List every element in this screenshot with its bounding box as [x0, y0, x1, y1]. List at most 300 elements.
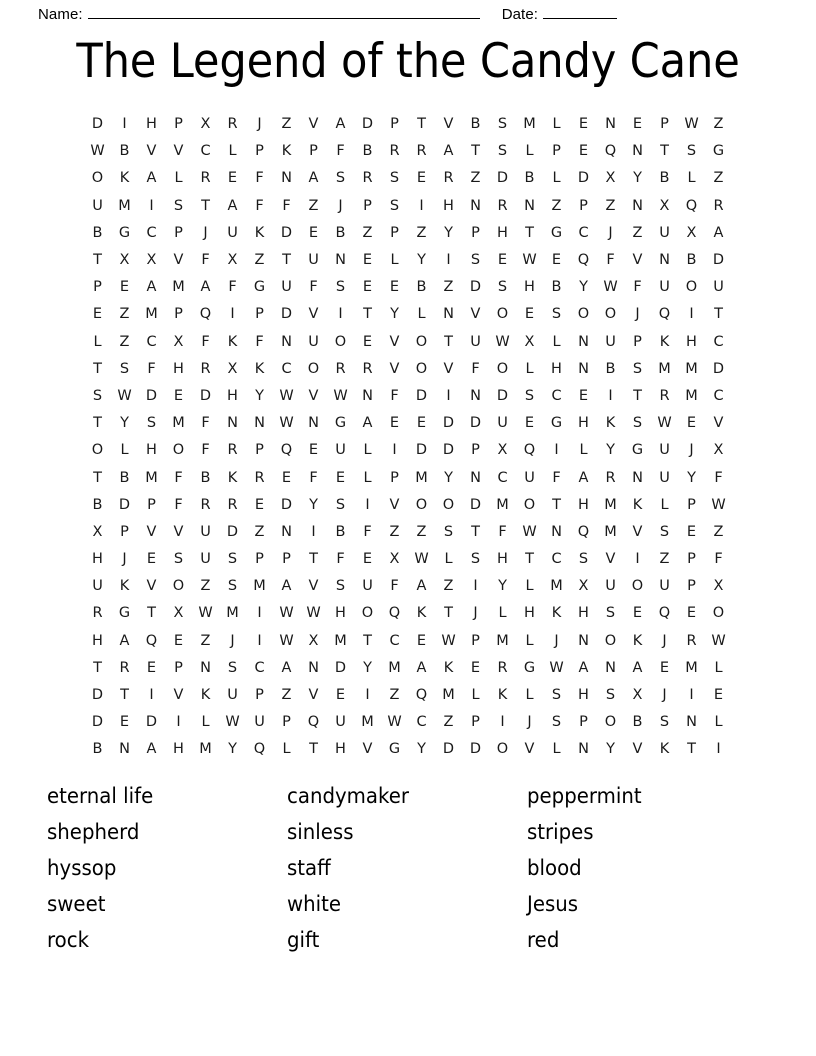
grid-cell[interactable]: H	[335, 605, 346, 622]
grid-cell[interactable]: C	[281, 360, 292, 377]
grid-cell[interactable]: C	[254, 659, 265, 676]
grid-cell[interactable]: W	[279, 387, 294, 404]
grid-cell[interactable]: I	[122, 116, 127, 133]
grid-cell[interactable]: T	[714, 306, 723, 323]
grid-cell[interactable]: M	[226, 605, 239, 622]
grid-cell[interactable]: Y	[606, 442, 615, 459]
grid-cell[interactable]: U	[92, 197, 103, 214]
grid-cell[interactable]: Y	[228, 741, 237, 758]
grid-cell[interactable]: T	[309, 741, 318, 758]
grid-cell[interactable]: O	[334, 333, 347, 350]
grid-cell[interactable]: V	[389, 496, 400, 513]
grid-cell[interactable]: P	[255, 442, 264, 459]
grid-cell[interactable]: A	[146, 170, 157, 187]
grid-cell[interactable]: E	[308, 442, 319, 459]
grid-cell[interactable]: O	[496, 360, 509, 377]
word-list-item[interactable]: sweet	[47, 892, 106, 916]
grid-cell[interactable]: W	[333, 387, 348, 404]
grid-cell[interactable]: R	[389, 143, 400, 160]
grid-cell[interactable]: S	[632, 415, 643, 432]
grid-cell[interactable]: Z	[713, 523, 724, 540]
word-list-item[interactable]: rock	[47, 928, 90, 952]
grid-cell[interactable]: I	[716, 741, 721, 758]
grid-cell[interactable]: E	[146, 551, 157, 568]
grid-cell[interactable]: G	[253, 279, 266, 296]
grid-cell[interactable]: K	[632, 632, 643, 649]
grid-cell[interactable]: W	[198, 605, 213, 622]
grid-cell[interactable]: P	[174, 224, 183, 241]
grid-cell[interactable]: H	[578, 605, 589, 622]
grid-cell[interactable]: A	[578, 659, 589, 676]
grid-cell[interactable]: L	[714, 659, 723, 676]
grid-cell[interactable]: L	[552, 333, 561, 350]
grid-cell[interactable]: L	[687, 170, 696, 187]
grid-cell[interactable]: L	[390, 252, 399, 269]
grid-cell[interactable]: R	[200, 496, 211, 513]
grid-cell[interactable]: Z	[605, 197, 616, 214]
grid-cell[interactable]: E	[686, 605, 697, 622]
grid-cell[interactable]: I	[635, 551, 640, 568]
grid-cell[interactable]: Z	[416, 224, 427, 241]
grid-cell[interactable]: T	[471, 523, 480, 540]
grid-cell[interactable]: U	[659, 279, 670, 296]
grid-cell[interactable]: Z	[200, 632, 211, 649]
grid-cell[interactable]: A	[227, 197, 238, 214]
grid-cell[interactable]: I	[365, 687, 370, 704]
grid-cell[interactable]: X	[713, 578, 724, 595]
grid-cell[interactable]: N	[605, 116, 616, 133]
grid-cell[interactable]: Q	[523, 442, 536, 459]
grid-cell[interactable]: N	[443, 306, 454, 323]
grid-cell[interactable]: P	[255, 551, 264, 568]
grid-cell[interactable]: J	[203, 224, 208, 241]
grid-cell[interactable]: T	[471, 143, 480, 160]
grid-cell[interactable]: F	[309, 469, 318, 486]
grid-cell[interactable]: D	[712, 360, 725, 377]
grid-cell[interactable]: P	[633, 333, 642, 350]
grid-cell[interactable]: D	[91, 687, 104, 704]
grid-cell[interactable]: R	[92, 605, 103, 622]
grid-cell[interactable]: L	[93, 333, 102, 350]
grid-cell[interactable]: A	[443, 143, 454, 160]
grid-cell[interactable]: V	[173, 252, 184, 269]
grid-cell[interactable]: I	[149, 197, 154, 214]
grid-cell[interactable]: S	[497, 143, 508, 160]
grid-cell[interactable]: A	[281, 659, 292, 676]
grid-cell[interactable]: W	[279, 632, 294, 649]
grid-cell[interactable]: V	[632, 741, 643, 758]
grid-cell[interactable]: D	[442, 741, 455, 758]
grid-cell[interactable]: Y	[255, 387, 264, 404]
grid-cell[interactable]: O	[604, 714, 617, 731]
grid-cell[interactable]: V	[632, 523, 643, 540]
grid-cell[interactable]: M	[415, 469, 428, 486]
grid-cell[interactable]: F	[174, 469, 183, 486]
grid-cell[interactable]: L	[498, 605, 507, 622]
grid-cell[interactable]: F	[498, 523, 507, 540]
grid-cell[interactable]: X	[200, 116, 211, 133]
grid-cell[interactable]: D	[145, 387, 158, 404]
grid-cell[interactable]: U	[659, 578, 670, 595]
grid-cell[interactable]: S	[551, 687, 562, 704]
grid-cell[interactable]: L	[444, 551, 453, 568]
grid-cell[interactable]: E	[686, 415, 697, 432]
grid-cell[interactable]: E	[578, 116, 589, 133]
grid-cell[interactable]: M	[496, 496, 509, 513]
grid-cell[interactable]: Y	[120, 415, 129, 432]
grid-cell[interactable]: D	[415, 387, 428, 404]
grid-cell[interactable]: D	[199, 387, 212, 404]
grid-cell[interactable]: F	[390, 387, 399, 404]
grid-cell[interactable]: Q	[145, 632, 158, 649]
grid-cell[interactable]: F	[471, 360, 480, 377]
grid-cell[interactable]: Q	[604, 143, 617, 160]
grid-cell[interactable]: L	[525, 143, 534, 160]
grid-cell[interactable]: K	[632, 496, 643, 513]
grid-cell[interactable]: M	[604, 496, 617, 513]
grid-cell[interactable]: Y	[633, 170, 642, 187]
grid-cell[interactable]: V	[173, 523, 184, 540]
grid-cell[interactable]: J	[635, 306, 640, 323]
grid-cell[interactable]: Z	[470, 170, 481, 187]
grid-cell[interactable]: L	[282, 741, 291, 758]
grid-cell[interactable]: O	[91, 442, 104, 459]
grid-cell[interactable]: Z	[254, 523, 265, 540]
grid-cell[interactable]: B	[335, 224, 346, 241]
grid-cell[interactable]: C	[551, 387, 562, 404]
grid-cell[interactable]: R	[362, 360, 373, 377]
grid-cell[interactable]: O	[523, 496, 536, 513]
grid-cell[interactable]: P	[147, 496, 156, 513]
grid-cell[interactable]: F	[336, 551, 345, 568]
grid-cell[interactable]: B	[119, 143, 130, 160]
grid-cell[interactable]: I	[689, 687, 694, 704]
grid-cell[interactable]: O	[172, 442, 185, 459]
grid-cell[interactable]: C	[578, 224, 589, 241]
grid-cell[interactable]: N	[578, 632, 589, 649]
grid-cell[interactable]: L	[552, 170, 561, 187]
grid-cell[interactable]: X	[227, 252, 238, 269]
grid-cell[interactable]: C	[497, 469, 508, 486]
grid-cell[interactable]: R	[416, 143, 427, 160]
grid-cell[interactable]: E	[524, 415, 535, 432]
grid-cell[interactable]: N	[281, 523, 292, 540]
word-list-item[interactable]: candymaker	[287, 784, 409, 808]
grid-cell[interactable]: U	[200, 551, 211, 568]
grid-cell[interactable]: J	[662, 632, 667, 649]
grid-cell[interactable]: U	[254, 714, 265, 731]
grid-cell[interactable]: N	[470, 469, 481, 486]
grid-cell[interactable]: H	[173, 741, 184, 758]
grid-cell[interactable]: G	[388, 741, 401, 758]
grid-cell[interactable]: G	[631, 442, 644, 459]
grid-cell[interactable]: Q	[199, 306, 212, 323]
grid-cell[interactable]: M	[658, 360, 671, 377]
grid-cell[interactable]: S	[335, 496, 346, 513]
grid-cell[interactable]: I	[392, 442, 397, 459]
grid-cell[interactable]: D	[280, 496, 293, 513]
grid-cell[interactable]: E	[335, 469, 346, 486]
grid-cell[interactable]: T	[444, 605, 453, 622]
grid-cell[interactable]: K	[254, 224, 265, 241]
grid-cell[interactable]: F	[255, 170, 264, 187]
grid-cell[interactable]: C	[713, 387, 724, 404]
grid-cell[interactable]: T	[201, 197, 210, 214]
grid-cell[interactable]: H	[497, 551, 508, 568]
grid-cell[interactable]: D	[577, 170, 590, 187]
grid-cell[interactable]: S	[497, 279, 508, 296]
grid-cell[interactable]: D	[469, 279, 482, 296]
grid-cell[interactable]: F	[228, 279, 237, 296]
grid-cell[interactable]: N	[605, 659, 616, 676]
grid-cell[interactable]: U	[362, 578, 373, 595]
grid-cell[interactable]: I	[446, 387, 451, 404]
grid-cell[interactable]: T	[417, 116, 426, 133]
grid-cell[interactable]: S	[227, 659, 238, 676]
grid-cell[interactable]: V	[308, 116, 319, 133]
grid-cell[interactable]: V	[713, 415, 724, 432]
grid-cell[interactable]: W	[657, 415, 672, 432]
grid-cell[interactable]: N	[578, 360, 589, 377]
grid-cell[interactable]: N	[632, 143, 643, 160]
grid-cell[interactable]: N	[281, 170, 292, 187]
grid-cell[interactable]: M	[253, 578, 266, 595]
grid-cell[interactable]: N	[524, 197, 535, 214]
grid-cell[interactable]: A	[632, 659, 643, 676]
grid-cell[interactable]: Q	[307, 714, 320, 731]
grid-cell[interactable]: E	[362, 252, 373, 269]
grid-cell[interactable]: R	[200, 170, 211, 187]
grid-cell[interactable]: D	[226, 523, 239, 540]
grid-cell[interactable]: K	[497, 687, 508, 704]
grid-cell[interactable]: Z	[632, 224, 643, 241]
grid-cell[interactable]: O	[604, 306, 617, 323]
grid-cell[interactable]: S	[335, 170, 346, 187]
grid-cell[interactable]: S	[605, 687, 616, 704]
grid-cell[interactable]: I	[176, 714, 181, 731]
grid-cell[interactable]: P	[579, 714, 588, 731]
grid-cell[interactable]: E	[416, 632, 427, 649]
grid-cell[interactable]: J	[608, 224, 613, 241]
grid-cell[interactable]: X	[686, 224, 697, 241]
grid-cell[interactable]: I	[689, 306, 694, 323]
grid-cell[interactable]: Z	[443, 279, 454, 296]
grid-cell[interactable]: E	[416, 170, 427, 187]
grid-cell[interactable]: P	[579, 197, 588, 214]
grid-cell[interactable]: T	[363, 632, 372, 649]
grid-cell[interactable]: U	[227, 687, 238, 704]
grid-cell[interactable]: D	[145, 714, 158, 731]
grid-cell[interactable]: O	[442, 496, 455, 513]
grid-cell[interactable]: U	[281, 279, 292, 296]
grid-cell[interactable]: S	[389, 197, 400, 214]
grid-cell[interactable]: S	[470, 252, 481, 269]
grid-cell[interactable]: M	[199, 741, 212, 758]
grid-cell[interactable]: S	[92, 387, 103, 404]
grid-cell[interactable]: L	[579, 442, 588, 459]
grid-cell[interactable]: P	[174, 306, 183, 323]
grid-cell[interactable]: P	[471, 714, 480, 731]
grid-cell[interactable]: I	[500, 714, 505, 731]
grid-cell[interactable]: T	[309, 551, 318, 568]
grid-cell[interactable]: P	[282, 551, 291, 568]
grid-cell[interactable]: P	[93, 279, 102, 296]
grid-cell[interactable]: W	[441, 632, 456, 649]
name-write-line[interactable]	[88, 6, 480, 19]
grid-cell[interactable]: Q	[577, 252, 590, 269]
grid-cell[interactable]: H	[92, 632, 103, 649]
grid-cell[interactable]: N	[632, 197, 643, 214]
grid-cell[interactable]: D	[280, 306, 293, 323]
grid-cell[interactable]: C	[551, 551, 562, 568]
grid-cell[interactable]: F	[147, 360, 156, 377]
grid-cell[interactable]: B	[92, 224, 103, 241]
grid-cell[interactable]: C	[713, 333, 724, 350]
grid-cell[interactable]: F	[201, 333, 210, 350]
grid-cell[interactable]: U	[659, 224, 670, 241]
grid-cell[interactable]: N	[308, 415, 319, 432]
grid-cell[interactable]: E	[173, 387, 184, 404]
grid-cell[interactable]: O	[631, 578, 644, 595]
grid-cell[interactable]: D	[91, 116, 104, 133]
grid-cell[interactable]: Z	[551, 197, 562, 214]
grid-cell[interactable]: W	[603, 279, 618, 296]
grid-cell[interactable]: X	[659, 197, 670, 214]
grid-cell[interactable]: M	[685, 659, 698, 676]
grid-cell[interactable]: A	[308, 170, 319, 187]
grid-cell[interactable]: B	[524, 170, 535, 187]
grid-cell[interactable]: R	[362, 170, 373, 187]
grid-cell[interactable]: L	[660, 496, 669, 513]
grid-cell[interactable]: X	[308, 632, 319, 649]
grid-cell[interactable]: Z	[281, 687, 292, 704]
grid-cell[interactable]: F	[552, 469, 561, 486]
grid-cell[interactable]: S	[443, 523, 454, 540]
grid-cell[interactable]: N	[470, 197, 481, 214]
grid-cell[interactable]: W	[684, 116, 699, 133]
grid-cell[interactable]: O	[496, 741, 509, 758]
grid-cell[interactable]: L	[363, 469, 372, 486]
grid-cell[interactable]: M	[334, 632, 347, 649]
grid-cell[interactable]: Y	[417, 252, 426, 269]
grid-cell[interactable]: F	[174, 496, 183, 513]
grid-cell[interactable]: W	[522, 523, 537, 540]
grid-cell[interactable]: H	[524, 605, 535, 622]
grid-cell[interactable]: M	[145, 306, 158, 323]
grid-cell[interactable]: N	[119, 741, 130, 758]
grid-cell[interactable]: Q	[685, 197, 698, 214]
grid-cell[interactable]: Z	[254, 252, 265, 269]
grid-cell[interactable]: P	[687, 551, 696, 568]
grid-cell[interactable]: Q	[253, 741, 266, 758]
grid-cell[interactable]: X	[92, 523, 103, 540]
grid-cell[interactable]: S	[335, 279, 346, 296]
grid-cell[interactable]: E	[119, 279, 130, 296]
grid-cell[interactable]: K	[659, 741, 670, 758]
grid-cell[interactable]: E	[254, 496, 265, 513]
grid-cell[interactable]: K	[605, 415, 616, 432]
grid-cell[interactable]: V	[524, 741, 535, 758]
grid-cell[interactable]: B	[92, 496, 103, 513]
grid-cell[interactable]: B	[362, 143, 373, 160]
grid-cell[interactable]: Z	[119, 306, 130, 323]
word-list-item[interactable]: gift	[287, 928, 320, 952]
grid-cell[interactable]: M	[685, 387, 698, 404]
grid-cell[interactable]: E	[173, 632, 184, 649]
word-list-item[interactable]: sinless	[287, 820, 354, 844]
word-list-item[interactable]: hyssop	[47, 856, 117, 880]
grid-cell[interactable]: R	[659, 387, 670, 404]
grid-cell[interactable]: E	[659, 659, 670, 676]
grid-cell[interactable]: Y	[687, 469, 696, 486]
grid-cell[interactable]: D	[334, 659, 347, 676]
grid-cell[interactable]: I	[608, 387, 613, 404]
grid-cell[interactable]: E	[362, 279, 373, 296]
grid-cell[interactable]: S	[686, 143, 697, 160]
grid-cell[interactable]: E	[92, 306, 103, 323]
grid-cell[interactable]: U	[227, 224, 238, 241]
grid-cell[interactable]: V	[146, 143, 157, 160]
grid-cell[interactable]: E	[362, 551, 373, 568]
grid-cell[interactable]: H	[227, 387, 238, 404]
grid-cell[interactable]: E	[227, 170, 238, 187]
grid-cell[interactable]: B	[200, 469, 211, 486]
grid-cell[interactable]: P	[255, 306, 264, 323]
grid-cell[interactable]: T	[120, 687, 129, 704]
grid-cell[interactable]: G	[550, 415, 563, 432]
grid-cell[interactable]: S	[335, 578, 346, 595]
grid-cell[interactable]: D	[496, 387, 509, 404]
grid-cell[interactable]: W	[414, 551, 429, 568]
grid-cell[interactable]: N	[551, 523, 562, 540]
grid-cell[interactable]: S	[389, 170, 400, 187]
grid-cell[interactable]: Q	[388, 605, 401, 622]
grid-cell[interactable]: E	[632, 605, 643, 622]
grid-cell[interactable]: Z	[281, 116, 292, 133]
grid-cell[interactable]: E	[335, 687, 346, 704]
grid-cell[interactable]: U	[308, 333, 319, 350]
grid-cell[interactable]: N	[281, 333, 292, 350]
grid-cell[interactable]: E	[497, 252, 508, 269]
grid-cell[interactable]: T	[687, 741, 696, 758]
grid-cell[interactable]: J	[527, 714, 532, 731]
grid-cell[interactable]: H	[578, 415, 589, 432]
grid-cell[interactable]: F	[255, 333, 264, 350]
grid-cell[interactable]: K	[227, 333, 238, 350]
grid-cell[interactable]: M	[118, 197, 131, 214]
grid-cell[interactable]: Y	[444, 469, 453, 486]
grid-cell[interactable]: F	[336, 143, 345, 160]
grid-cell[interactable]: H	[578, 496, 589, 513]
grid-cell[interactable]: G	[118, 224, 131, 241]
grid-cell[interactable]: C	[146, 224, 157, 241]
grid-cell[interactable]: S	[146, 415, 157, 432]
grid-cell[interactable]: M	[388, 659, 401, 676]
grid-cell[interactable]: R	[497, 197, 508, 214]
grid-cell[interactable]: R	[119, 659, 130, 676]
grid-cell[interactable]: I	[338, 306, 343, 323]
grid-cell[interactable]: B	[632, 714, 643, 731]
grid-cell[interactable]: N	[470, 387, 481, 404]
grid-cell[interactable]: H	[686, 333, 697, 350]
grid-cell[interactable]: M	[550, 578, 563, 595]
grid-cell[interactable]: P	[309, 143, 318, 160]
grid-cell[interactable]: P	[390, 224, 399, 241]
grid-cell[interactable]: D	[469, 415, 482, 432]
grid-cell[interactable]: V	[470, 306, 481, 323]
grid-cell[interactable]: E	[551, 252, 562, 269]
grid-cell[interactable]: E	[578, 387, 589, 404]
